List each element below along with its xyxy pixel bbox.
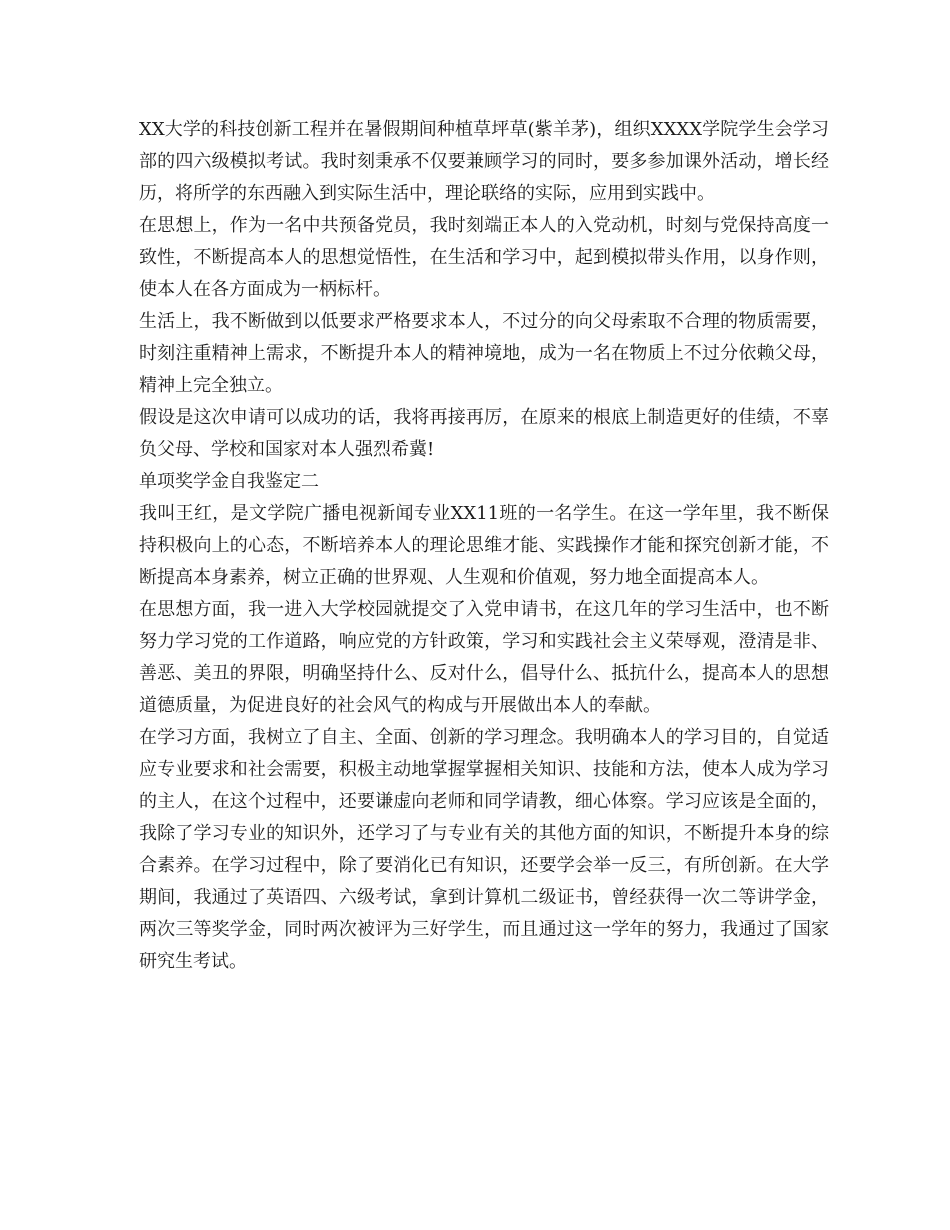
paragraph-introduction: 我叫王红，是文学院广播电视新闻专业XX11班的一名学生。在这一学年里，我不断保持积极向上的心态，不断培养本人的理论思维才能、实践操作才能和探究创新才能，不断提高本身素养，树立正确的世界观、人生观和价值观，努力地全面提高本人。	[139, 503, 829, 588]
paragraph-life: 生活上，我不断做到以低要求严格要求本人，不过分的向父母索取不合理的物质需要，时刻注重精神上需求，不断提升本人的精神境地，成为一名在物质上不过分依赖父母，精神上完全独立。	[139, 311, 829, 396]
paragraph-thought: 在思想方面，我一进入大学校园就提交了入党申请书，在这几年的学习生活中，也不断努力学习党的工作道路，响应党的方针政策，学习和实践社会主义荣辱观，澄清是非、善恶、美丑的界限，明确坚持什么、反对什么，倡导什么、抵抗什么，提高本人的思想道德质量，为促进良好的社会风气的构成与开展做出本人的奉献。	[139, 599, 829, 716]
section-heading: 单项奖学金自我鉴定二	[139, 471, 319, 492]
paragraph-summer-activities: XX大学的科技创新工程并在暑假期间种植草坪草(紫羊茅)，组织XXXX学院学生会学习部的四六级模拟考试。我时刻秉承不仅要兼顾学习的同时，要多参加课外活动，增长经历，将所学的东西融入到实际生活中，理论联络的实际，应用到实践中。	[139, 119, 829, 204]
document-body	[139, 114, 829, 978]
paragraph-ideology: 在思想上，作为一名中共预备党员，我时刻端正本人的入党动机，时刻与党保持高度一致性，不断提高本人的思想觉悟性，在生活和学习中，起到模拟带头作用，以身作则，使本人在各方面成为一柄标杆。	[139, 215, 829, 300]
paragraph-study: 在学习方面，我树立了自主、全面、创新的学习理念。我明确本人的学习目的，自觉适应专业要求和社会需要，积极主动地掌握掌握相关知识、技能和方法，使本人成为学习的主人，在这个过程中，还要谦虚向老师和同学请教，细心体察。学习应该是全面的，我除了学习专业的知识外，还学习了与专业有关的其他方面的知识，不断提升本身的综合素养。在学习过程中，除了要消化已有知识，还要学会举一反三，有所创新。在大学期间，我通过了英语四、六级考试，拿到计算机二级证书，曾经获得一次二等讲学金，两次三等奖学金，同时两次被评为三好学生，而且通过这一学年的努力，我通过了国家研究生考试。	[139, 727, 829, 972]
paragraph-conclusion: 假设是这次申请可以成功的话，我将再接再厉，在原来的根底上制造更好的佳绩，不辜负父母、学校和国家对本人强烈希冀!	[139, 407, 829, 460]
